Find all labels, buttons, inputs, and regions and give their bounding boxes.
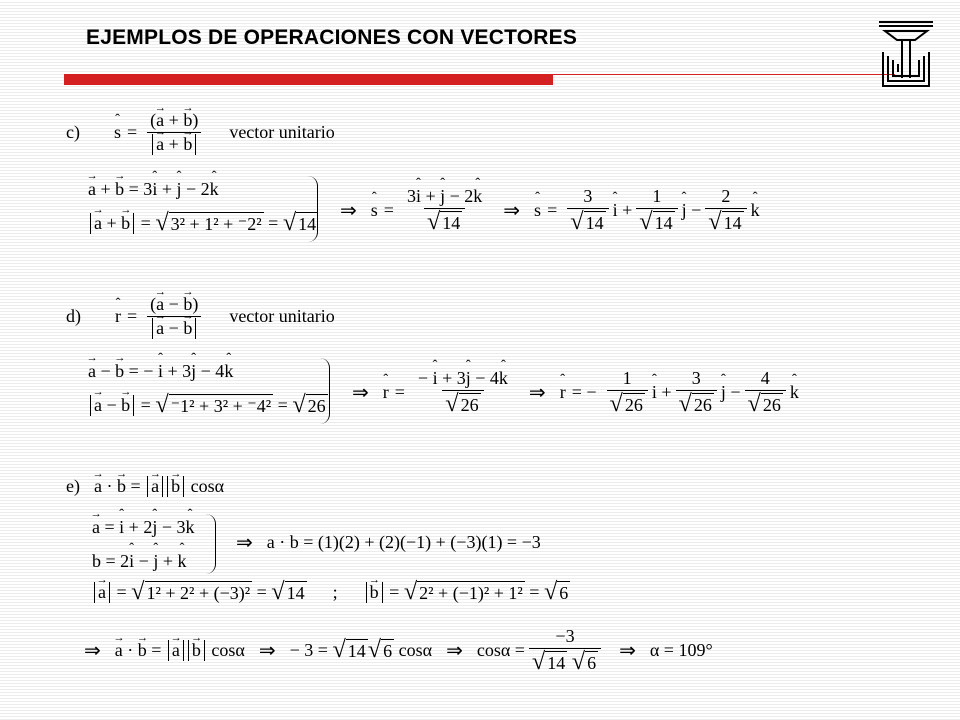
section-e-brace	[204, 514, 216, 574]
page-title: EJEMPLOS DE OPERACIONES CON VECTORES	[86, 26, 578, 49]
final-answer: α = 109°	[649, 639, 713, 660]
implies-arrow-icon: ⇒	[258, 638, 276, 663]
section-c-radicand: 3² + 1² + ⁻2²	[170, 214, 262, 235]
section-e-system	[92, 510, 195, 578]
section-e-magnitudes: a → = √ 1² + 2² + (−3)² = √ 14 ; b → = √ 2² + (−1)² + 1² = √ 6	[92, 580, 570, 604]
section-d-magnitude: a → − b → = √ ⁻1² + 3² + ⁻4² = √ 26	[88, 388, 328, 422]
section-c-magnitude: a → + b → = √ 3² + 1² + ⁻2² = √ 14	[88, 206, 318, 240]
implies-arrow-icon: ⇒	[84, 638, 101, 663]
implies-arrow-icon: ⇒	[503, 198, 521, 223]
section-e-vector-b: b = 2 i ˆ − j ˆ + k ˆ	[92, 544, 195, 578]
title-underline-thick	[64, 74, 553, 85]
section-d-radicand: ⁻1² + 3² + ⁻4²	[170, 396, 272, 417]
section-e-solution: ⇒ a → · b → = a → b → cosα ⇒ − 3 = √ 14 √ 6 cosα ⇒ cosα = −3 √ 14 √ 6 ⇒ α = 109°	[70, 626, 713, 674]
section-d-note: vector unitario	[229, 306, 335, 326]
implies-arrow-icon: ⇒	[446, 638, 463, 663]
section-c-definition: c) s ˆ = $\frac{(a \to + b \to)}{a \to + b}$ → vector unitario	[66, 110, 335, 155]
title-underline-thin	[553, 74, 895, 75]
implies-arrow-icon: ⇒	[528, 380, 546, 405]
section-c-label: c)	[66, 122, 80, 142]
section-d-difference: a → − b → = − i ˆ + 3 j ˆ − 4 k ˆ	[88, 354, 328, 388]
section-d-result: ⇒ r ˆ = − i ˆ + 3j ˆ − 4k ˆ √ 26 ⇒ r ˆ = − 1 √ 26 i ˆ + 3 √ 26 j ˆ − 4 √ 26 k ˆ	[338, 368, 799, 416]
implies-arrow-icon: ⇒	[619, 638, 636, 663]
section-d-system	[88, 354, 328, 422]
section-c-sum: a → + b → = 3 i ˆ + j ˆ − 2 k ˆ	[88, 172, 318, 206]
institution-logo-icon	[875, 18, 937, 90]
section-d-brace	[318, 358, 330, 424]
section-d-label: d)	[66, 306, 81, 326]
implies-arrow-icon: ⇒	[340, 198, 357, 223]
section-d-definition: d) r ˆ = $\frac{(a \to - b \to)}{a \to - b}$ → vector unitario	[66, 294, 335, 339]
section-c-system	[88, 172, 318, 240]
section-c-note: vector unitario	[229, 122, 335, 142]
section-c-result: ⇒ s ˆ = 3i ˆ + j ˆ − 2k ˆ √ 14 ⇒ s ˆ = 3 √ 14 i ˆ + 1 √ 14 j ˆ − 2 √ 14 k ˆ	[326, 186, 760, 234]
implies-arrow-icon: ⇒	[352, 380, 369, 405]
section-e-dot-product: ⇒ a · b = (1)(2) + (2)(−1) + (−3)(1) = −3	[236, 530, 541, 554]
section-c-brace	[306, 176, 318, 242]
section-e-vector-a: a → = i ˆ + 2 j ˆ − 3 k ˆ	[92, 510, 195, 544]
section-e-definition: e) a → · b → = a → b → cosα	[66, 476, 224, 497]
implies-arrow-icon: ⇒	[236, 530, 253, 554]
section-e-label: e)	[66, 476, 80, 496]
